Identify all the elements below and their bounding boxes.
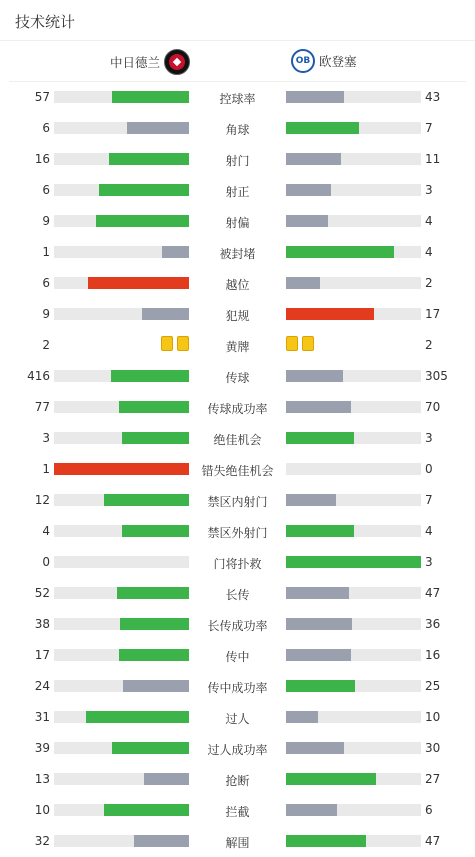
stat-label: 射正 <box>225 185 250 199</box>
stat-row <box>0 826 475 857</box>
away-stat-bar-fill <box>286 680 355 692</box>
stat-row <box>0 578 475 609</box>
away-stat-bar <box>286 742 421 754</box>
away-stat-bar-fill <box>286 277 320 289</box>
away-stat-bar <box>286 556 421 568</box>
away-stat-bar <box>286 246 421 258</box>
home-stat-value: 1 <box>42 462 50 476</box>
home-stat-bar <box>54 277 189 289</box>
home-stat-bar <box>54 680 189 692</box>
stat-row <box>0 268 475 299</box>
away-stat-value: 17 <box>425 307 441 321</box>
stat-row <box>0 82 475 113</box>
stat-row <box>0 671 475 702</box>
away-stat-value: 47 <box>425 834 441 848</box>
stat-row <box>0 795 475 826</box>
away-stat-value: 2 <box>425 338 433 352</box>
away-stat-bar-fill <box>286 587 349 599</box>
home-stat-bar <box>54 184 189 196</box>
away-stat-bar-fill <box>286 494 336 506</box>
home-stat-bar-fill <box>119 401 189 413</box>
away-stat-bar <box>286 494 421 506</box>
away-stat-value: 16 <box>425 648 441 662</box>
home-stat-bar <box>54 401 189 413</box>
away-stat-bar <box>286 153 421 165</box>
yellow-card-icon <box>177 336 189 351</box>
away-stat-value: 7 <box>425 493 433 507</box>
away-stat-value: 6 <box>425 803 433 817</box>
away-stat-bar-fill <box>286 91 344 103</box>
home-stat-value: 32 <box>34 834 50 848</box>
away-stat-value: 4 <box>425 524 433 538</box>
stat-label: 传中成功率 <box>207 681 268 695</box>
home-stat-bar-fill <box>104 494 189 506</box>
away-stat-bar-fill <box>286 184 331 196</box>
away-stat-value: 70 <box>425 400 441 414</box>
stat-label: 解围 <box>225 836 250 850</box>
home-stat-bar-fill <box>112 742 189 754</box>
home-yellow-cards <box>161 336 189 351</box>
away-stat-bar <box>286 432 421 444</box>
home-stat-value: 52 <box>34 586 50 600</box>
stat-row <box>0 330 475 361</box>
away-stat-value: 27 <box>425 772 441 786</box>
stat-row <box>0 237 475 268</box>
home-team-crest-icon <box>164 49 190 75</box>
home-stat-value: 17 <box>34 648 50 662</box>
stat-label: 控球率 <box>219 92 256 106</box>
home-stat-bar-fill <box>162 246 189 258</box>
stat-label: 错失绝佳机会 <box>201 464 274 478</box>
home-stat-bar <box>54 246 189 258</box>
away-stat-value: 3 <box>425 431 433 445</box>
away-stat-value: 3 <box>425 183 433 197</box>
home-stat-bar <box>54 153 189 165</box>
away-stat-bar-fill <box>286 432 354 444</box>
stat-row <box>0 547 475 578</box>
teams-row <box>9 41 466 82</box>
home-stat-bar-fill <box>122 525 190 537</box>
home-stat-bar <box>54 742 189 754</box>
stat-label: 黄牌 <box>225 340 250 354</box>
away-stat-value: 7 <box>425 121 433 135</box>
home-stat-value: 3 <box>42 431 50 445</box>
home-stat-bar-fill <box>99 184 189 196</box>
away-stat-bar <box>286 277 421 289</box>
away-stat-value: 4 <box>425 245 433 259</box>
away-stat-bar-fill <box>286 556 421 568</box>
stat-label: 禁区内射门 <box>207 495 268 509</box>
away-yellow-cards <box>286 336 314 351</box>
away-stat-bar <box>286 122 421 134</box>
away-stat-bar-fill <box>286 246 394 258</box>
home-stat-value: 31 <box>34 710 50 724</box>
home-stat-bar-fill <box>120 618 189 630</box>
home-stat-value: 416 <box>27 369 50 383</box>
home-stat-value: 57 <box>34 90 50 104</box>
stat-label: 拦截 <box>225 805 250 819</box>
home-stat-bar-fill <box>127 122 189 134</box>
home-stat-bar <box>54 308 189 320</box>
away-stat-bar <box>286 401 421 413</box>
away-stat-value: 3 <box>425 555 433 569</box>
home-stat-bar-fill <box>109 153 189 165</box>
stat-label: 犯规 <box>225 309 250 323</box>
stat-label: 长传成功率 <box>207 619 268 633</box>
away-stat-value: 25 <box>425 679 441 693</box>
home-stat-bar-fill <box>134 835 189 847</box>
away-stat-bar-fill <box>286 711 318 723</box>
away-stat-bar-fill <box>286 835 366 847</box>
stat-row <box>0 702 475 733</box>
home-stat-bar <box>54 370 189 382</box>
stat-label: 抢断 <box>225 774 250 788</box>
stat-row <box>0 485 475 516</box>
away-stat-bar <box>286 91 421 103</box>
home-stat-bar <box>54 525 189 537</box>
away-stat-bar <box>286 680 421 692</box>
home-stat-value: 10 <box>34 803 50 817</box>
home-stat-bar <box>54 711 189 723</box>
home-stat-bar <box>54 494 189 506</box>
away-stat-bar <box>286 184 421 196</box>
stat-row <box>0 516 475 547</box>
away-stat-value: 0 <box>425 462 433 476</box>
home-team-name: 中日德兰 <box>109 55 160 70</box>
stats-list <box>0 82 475 857</box>
home-stat-bar <box>54 556 189 568</box>
stat-row <box>0 764 475 795</box>
home-stat-bar <box>54 91 189 103</box>
stat-label: 禁区外射门 <box>207 526 268 540</box>
stat-label: 角球 <box>225 123 250 137</box>
away-stat-bar-fill <box>286 215 328 227</box>
away-stat-bar <box>286 215 421 227</box>
home-stat-bar <box>54 122 189 134</box>
away-stat-bar-fill <box>286 525 354 537</box>
stat-row <box>0 175 475 206</box>
away-stat-bar <box>286 308 421 320</box>
away-team-crest-text: OB <box>295 56 311 66</box>
home-stat-bar <box>54 463 189 475</box>
yellow-card-icon <box>286 336 298 351</box>
stat-row <box>0 609 475 640</box>
home-stat-bar-fill <box>86 711 189 723</box>
away-stat-bar-fill <box>286 153 341 165</box>
stat-row <box>0 392 475 423</box>
away-stat-value: 36 <box>425 617 441 631</box>
stat-label: 射偏 <box>225 216 250 230</box>
home-stat-value: 39 <box>34 741 50 755</box>
home-stat-bar <box>54 804 189 816</box>
home-stat-value: 16 <box>34 152 50 166</box>
away-stat-bar <box>286 463 421 475</box>
away-stat-bar-fill <box>286 773 376 785</box>
home-stat-bar-fill <box>96 215 189 227</box>
home-stat-bar-fill <box>123 680 189 692</box>
away-stat-bar-fill <box>286 122 359 134</box>
home-stat-bar <box>54 432 189 444</box>
stat-label: 门将扑救 <box>213 557 262 571</box>
stat-row <box>0 361 475 392</box>
home-stat-bar <box>54 773 189 785</box>
away-stat-bar <box>286 525 421 537</box>
home-stat-bar <box>54 587 189 599</box>
away-stat-bar <box>286 804 421 816</box>
away-stat-bar-fill <box>286 401 351 413</box>
stat-label: 长传 <box>225 588 250 602</box>
home-stat-bar <box>54 618 189 630</box>
stat-row <box>0 733 475 764</box>
away-stat-bar-fill <box>286 370 343 382</box>
away-stat-bar-fill <box>286 649 351 661</box>
home-stat-value: 9 <box>42 307 50 321</box>
home-stat-value: 6 <box>42 276 50 290</box>
away-stat-bar <box>286 618 421 630</box>
stat-row <box>0 144 475 175</box>
home-stat-bar-fill <box>142 308 189 320</box>
stat-row <box>0 423 475 454</box>
stat-label: 越位 <box>225 278 250 292</box>
home-stat-bar <box>54 835 189 847</box>
home-stat-bar <box>54 649 189 661</box>
home-stat-bar-fill <box>104 804 189 816</box>
away-team-crest-icon <box>291 49 315 73</box>
home-stat-value: 4 <box>42 524 50 538</box>
away-stat-bar-fill <box>286 618 352 630</box>
away-stat-bar <box>286 711 421 723</box>
stats-header <box>0 0 475 41</box>
stat-label: 过人成功率 <box>207 743 268 757</box>
away-stat-bar-fill <box>286 804 337 816</box>
home-stat-value: 12 <box>34 493 50 507</box>
away-team[interactable] <box>291 49 357 73</box>
away-stat-bar <box>286 370 421 382</box>
stat-label: 绝佳机会 <box>213 433 262 447</box>
stat-row <box>0 640 475 671</box>
stat-row <box>0 299 475 330</box>
away-stat-value: 47 <box>425 586 441 600</box>
away-stat-bar <box>286 773 421 785</box>
home-stat-value: 38 <box>34 617 50 631</box>
away-stat-value: 43 <box>425 90 441 104</box>
home-stat-value: 2 <box>42 338 50 352</box>
home-team[interactable] <box>110 49 190 75</box>
away-stat-bar <box>286 835 421 847</box>
home-stat-value: 9 <box>42 214 50 228</box>
away-stat-value: 10 <box>425 710 441 724</box>
home-stat-bar-fill <box>88 277 189 289</box>
away-stat-bar <box>286 649 421 661</box>
home-stat-bar-fill <box>54 463 189 475</box>
away-stat-value: 4 <box>425 214 433 228</box>
home-stat-bar-fill <box>122 432 190 444</box>
away-team-name: 欧登塞 <box>319 54 357 69</box>
home-stat-bar-fill <box>112 91 189 103</box>
stat-row <box>0 454 475 485</box>
away-stat-bar-fill <box>286 742 344 754</box>
away-stat-value: 305 <box>425 369 448 383</box>
section-title: 技术统计 <box>15 13 76 31</box>
away-stat-value: 2 <box>425 276 433 290</box>
stat-label: 射门 <box>225 154 250 168</box>
stat-label: 被封堵 <box>219 247 256 261</box>
stat-label: 传球成功率 <box>207 402 268 416</box>
stat-label: 过人 <box>225 712 250 726</box>
away-stat-bar-fill <box>286 308 374 320</box>
home-stat-bar-fill <box>119 649 189 661</box>
away-stat-bar <box>286 587 421 599</box>
stat-row <box>0 206 475 237</box>
home-stat-value: 77 <box>34 400 50 414</box>
yellow-card-icon <box>302 336 314 351</box>
home-stat-value: 24 <box>34 679 50 693</box>
stat-row <box>0 113 475 144</box>
away-stat-value: 30 <box>425 741 441 755</box>
yellow-card-icon <box>161 336 173 351</box>
stat-label: 传中 <box>225 650 250 664</box>
home-stat-value: 6 <box>42 121 50 135</box>
home-stat-value: 0 <box>42 555 50 569</box>
home-stat-bar-fill <box>117 587 189 599</box>
home-stat-value: 1 <box>42 245 50 259</box>
home-stat-bar <box>54 215 189 227</box>
away-stat-value: 11 <box>425 152 441 166</box>
home-stat-value: 13 <box>34 772 50 786</box>
home-stat-bar-fill <box>111 370 189 382</box>
stat-label: 传球 <box>225 371 250 385</box>
home-stat-value: 6 <box>42 183 50 197</box>
home-stat-bar-fill <box>144 773 189 785</box>
